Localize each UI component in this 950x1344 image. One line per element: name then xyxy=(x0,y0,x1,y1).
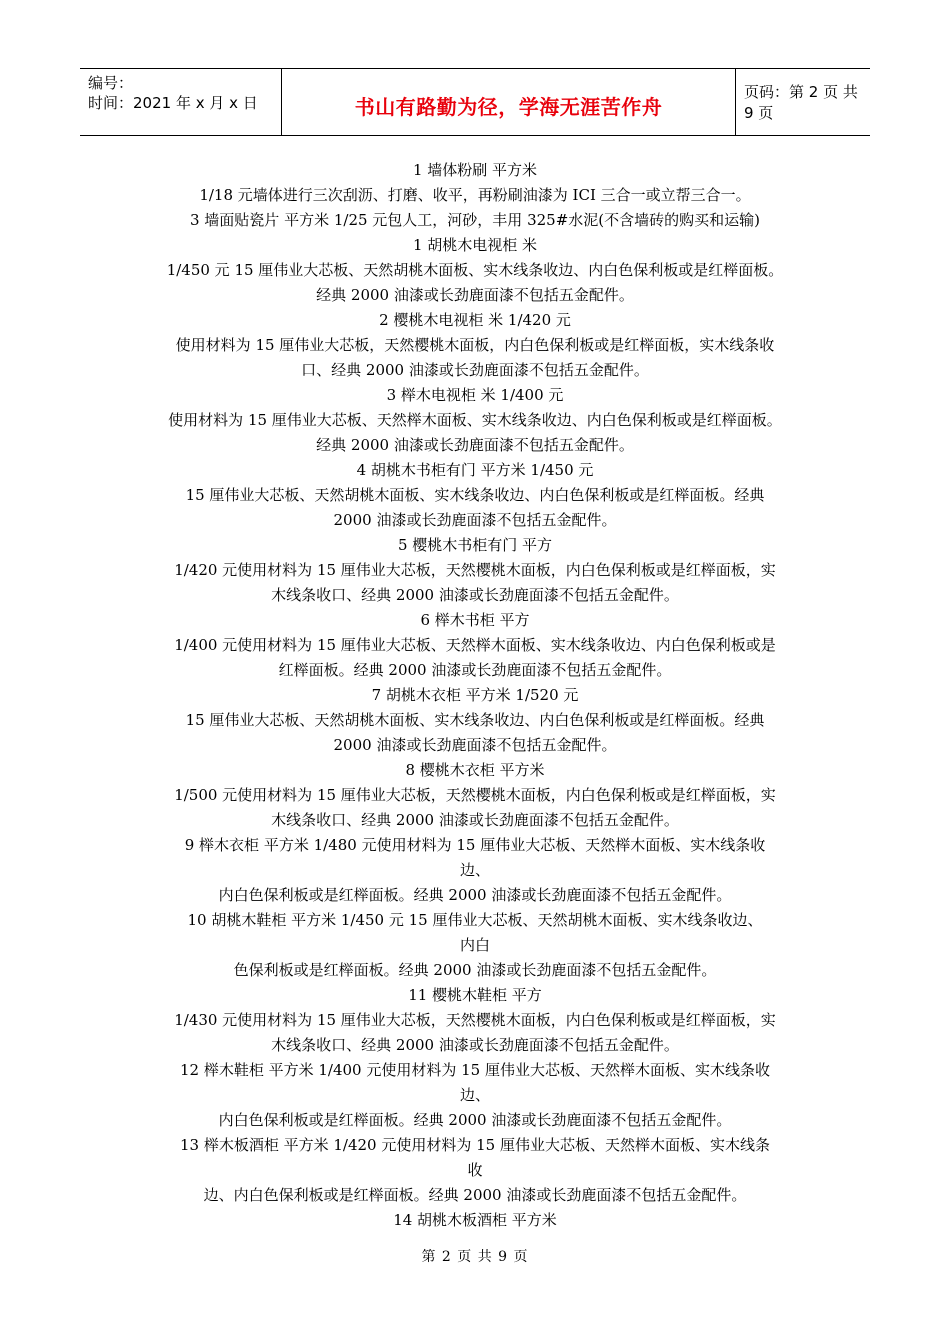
text-line: 色保利板或是红榉面板。经典 2000 油漆或长劲鹿面漆不包括五金配件。 xyxy=(233,961,717,979)
text-line: 2000 油漆或长劲鹿面漆不包括五金配件。 xyxy=(333,736,617,754)
text-line: 木线条收口、经典 2000 油漆或长劲鹿面漆不包括五金配件。 xyxy=(271,1036,679,1054)
text-line: 15 厘伟业大芯板、天然胡桃木面板、实木线条收边、内白色保利板或是红榉面板。经典 xyxy=(185,486,765,504)
text-line: 边、 xyxy=(459,1086,490,1104)
text-line: 内白 xyxy=(459,936,490,954)
text-line: 12 榉木鞋柜 平方米 1/400 元使用材料为 15 厘伟业大芯板、天然榉木面板、实木线条收 xyxy=(179,1061,770,1079)
text-line: 收 xyxy=(467,1161,483,1179)
document-number-label: 编号： xyxy=(88,74,134,92)
text-line: 2 樱桃木电视柜 米 1/420 元 xyxy=(379,311,571,329)
text-line: 1/420 元使用材料为 15 厘伟业大芯板，天然樱桃木面板，内白色保利板或是红榉面板，实 xyxy=(174,561,776,579)
text-line: 内白色保利板或是红榉面板。经典 2000 油漆或长劲鹿面漆不包括五金配件。 xyxy=(218,886,732,904)
text-line: 内白色保利板或是红榉面板。经典 2000 油漆或长劲鹿面漆不包括五金配件。 xyxy=(218,1111,732,1129)
header-motto: 书山有路勤为径，学海无涯苦作舟 xyxy=(354,94,663,119)
text-line: 10 胡桃木鞋柜 平方米 1/450 元 15 厘伟业大芯板、天然胡桃木面板、实木线条收边、 xyxy=(187,911,763,929)
document-date-label: 时间：2021 年 x 月 x 日 xyxy=(88,94,258,112)
text-line: 口、经典 2000 油漆或长劲鹿面漆不包括五金配件。 xyxy=(301,361,649,379)
text-line: 使用材料为 15 厘伟业大芯板，天然樱桃木面板，内白色保利板或是红榉面板，实木线条收 xyxy=(175,336,775,354)
text-line: 1/450 元 15 厘伟业大芯板、天然胡桃木面板、实木线条收边、内白色保利板或是红榉面板。 xyxy=(166,261,784,279)
text-line: 1 胡桃木电视柜 米 xyxy=(412,236,538,254)
header-motto-cell xyxy=(282,69,736,135)
header-page-code: 页码：第 2 页 共 9 页 xyxy=(744,83,858,122)
text-line: 使用材料为 15 厘伟业大芯板、天然榉木面板、实木线条收边、内白色保利板或是红榉面板。 xyxy=(168,411,782,429)
text-line: 3 榉木电视柜 米 1/400 元 xyxy=(386,386,564,404)
text-line: 红榉面板。经典 2000 油漆或长劲鹿面漆不包括五金配件。 xyxy=(278,661,672,679)
header-info-cell xyxy=(80,69,282,135)
text-line: 1 墙体粉刷 平方米 xyxy=(412,161,538,179)
text-line: 13 榉木板酒柜 平方米 1/420 元使用材料为 15 厘伟业大芯板、天然榉木面板、实木线条 xyxy=(179,1136,770,1154)
text-line: 3 墙面贴瓷片 平方米 1/25 元包人工，河砂，丰用 325#水泥(不含墙砖的购买和运输) xyxy=(190,211,760,229)
text-line: 6 榉木书柜 平方 xyxy=(420,611,530,629)
text-line: 经典 2000 油漆或长劲鹿面漆不包括五金配件。 xyxy=(316,436,634,454)
text-line: 14 胡桃木板酒柜 平方米 xyxy=(393,1211,557,1229)
page-footer: 第 2 页 共 9 页 xyxy=(421,1249,529,1265)
text-line: 木线条收口、经典 2000 油漆或长劲鹿面漆不包括五金配件。 xyxy=(271,811,679,829)
header-page-cell xyxy=(736,69,870,135)
text-line: 15 厘伟业大芯板、天然胡桃木面板、实木线条收边、内白色保利板或是红榉面板。经典 xyxy=(185,711,765,729)
text-line: 1/18 元墙体进行三次刮沥、打磨、收平，再粉刷油漆为 ICI 三合一或立帮三合一。 xyxy=(199,186,751,204)
text-line: 1/400 元使用材料为 15 厘伟业大芯板、天然榉木面板、实木线条收边、内白色保利板或是 xyxy=(174,636,776,654)
header-table xyxy=(80,68,870,136)
text-line: 2000 油漆或长劲鹿面漆不包括五金配件。 xyxy=(333,511,617,529)
text-line: 1/500 元使用材料为 15 厘伟业大芯板，天然樱桃木面板，内白色保利板或是红榉面板，实 xyxy=(174,786,776,804)
text-line: 木线条收口、经典 2000 油漆或长劲鹿面漆不包括五金配件。 xyxy=(271,586,679,604)
text-line: 8 樱桃木衣柜 平方米 xyxy=(405,761,545,779)
document-body xyxy=(130,158,820,1233)
text-line: 4 胡桃木书柜有门 平方米 1/450 元 xyxy=(356,461,594,479)
text-line: 11 樱桃木鞋柜 平方 xyxy=(408,986,542,1004)
text-line: 经典 2000 油漆或长劲鹿面漆不包括五金配件。 xyxy=(316,286,634,304)
text-line: 7 胡桃木衣柜 平方米 1/520 元 xyxy=(371,686,579,704)
text-line: 边、内白色保利板或是红榉面板。经典 2000 油漆或长劲鹿面漆不包括五金配件。 xyxy=(203,1186,747,1204)
text-line: 1/430 元使用材料为 15 厘伟业大芯板，天然樱桃木面板，内白色保利板或是红榉面板，实 xyxy=(174,1011,776,1029)
text-line: 5 樱桃木书柜有门 平方 xyxy=(397,536,553,554)
text-line: 边、 xyxy=(459,861,490,879)
text-line: 9 榉木衣柜 平方米 1/480 元使用材料为 15 厘伟业大芯板、天然榉木面板、实木线条收 xyxy=(184,836,766,854)
